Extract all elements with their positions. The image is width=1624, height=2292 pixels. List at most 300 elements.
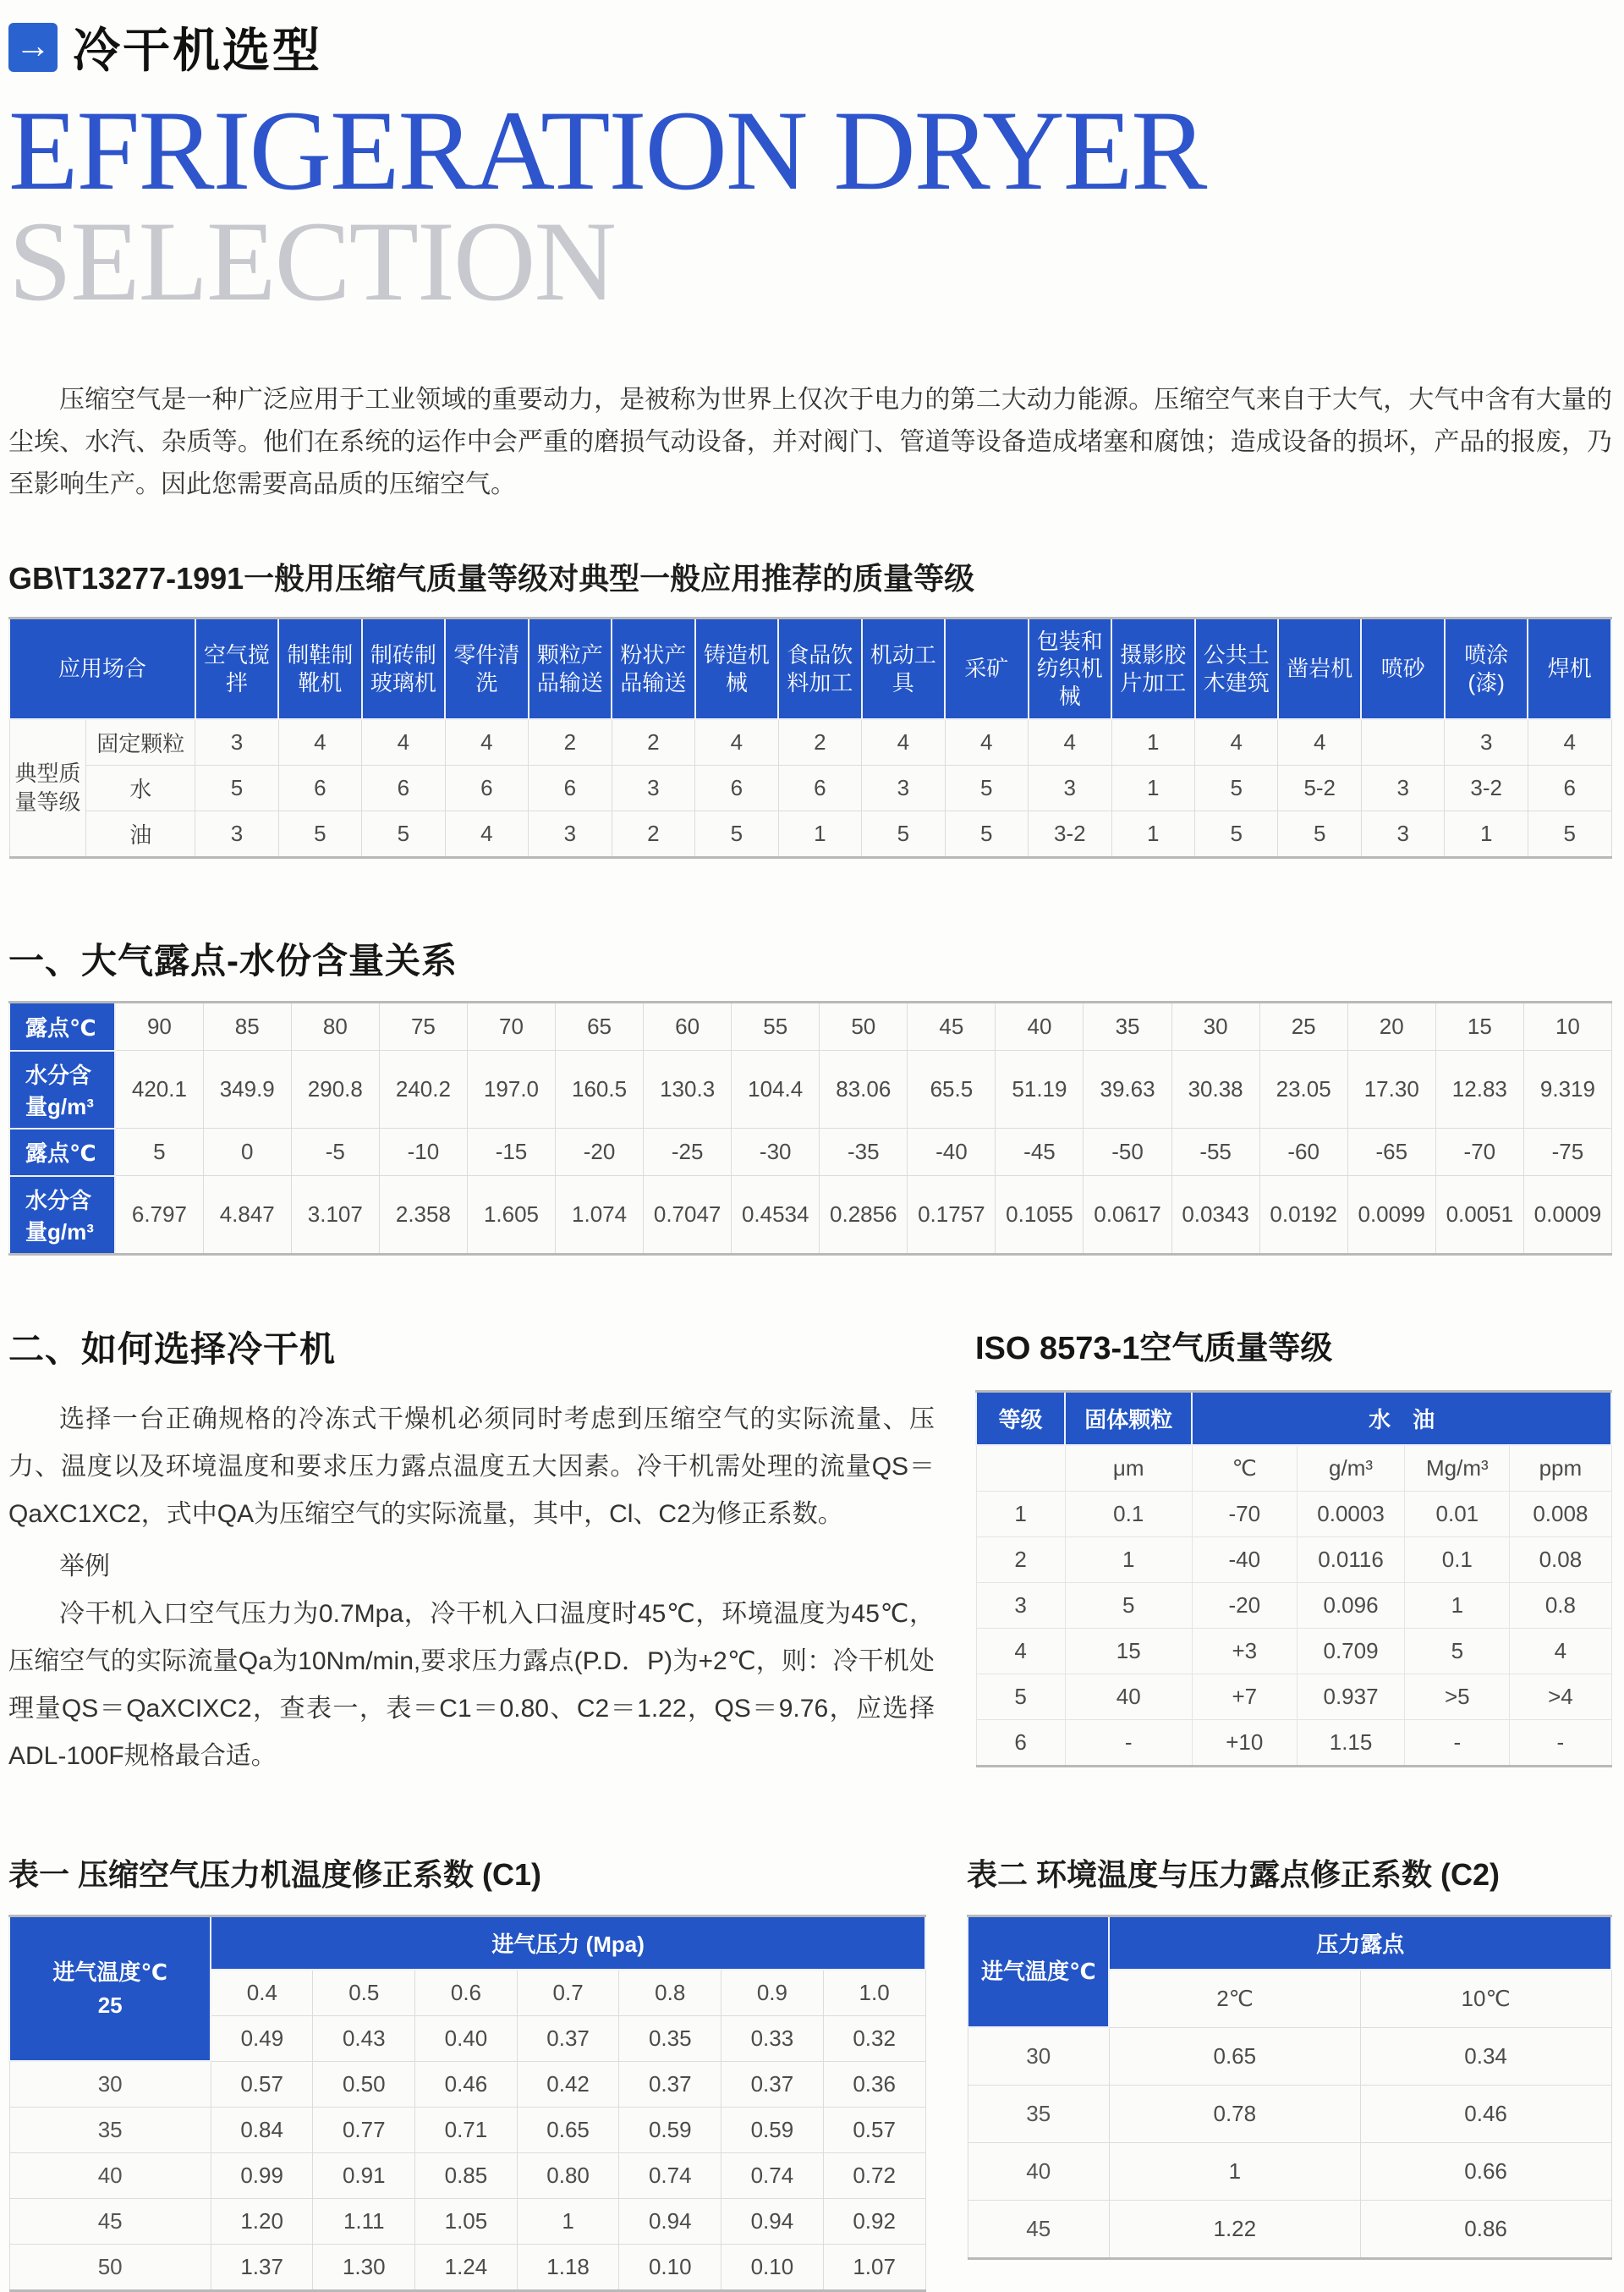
grade-cell: 4 [1278,719,1361,766]
pressure-cell: 0.6 [415,1970,518,2016]
table-row [968,2086,1611,2143]
value-cell: 3.107 [291,1176,379,1255]
value-cell: 45 [908,1003,996,1051]
row-label: 露点℃ [9,1129,115,1176]
factor-cell: 0.77 [313,2108,415,2153]
correction-tables-section [8,1851,1612,2292]
table-row [968,2201,1611,2259]
grade-cell: 6 [278,766,361,811]
value-cell: 6.797 [115,1176,203,1255]
factor-cell: 0.74 [721,2153,824,2199]
value-cell: -5 [291,1129,379,1176]
value-cell: 15 [1065,1628,1192,1674]
column-header-cell: 制鞋制靴机 [278,618,361,719]
value-cell: - [1405,1719,1510,1766]
value-cell: 10 [1523,1003,1611,1051]
value-cell: 2.358 [379,1176,467,1255]
gb-table-title: GB\T13277-1991一般用压缩气质量等级对典型一般应用推荐的质量等级 [8,560,975,596]
two-column-section [8,1322,1612,1780]
c1-correction-table [8,1915,926,2292]
value-cell: 0.0343 [1171,1176,1259,1255]
value-cell: 83.06 [820,1051,908,1129]
value-cell: 17.30 [1347,1051,1435,1129]
unit-cell: Mg/m³ [1405,1445,1510,1492]
inlet-pressure-header-cell: 进气压力 (Mpa) [211,1915,925,1970]
value-cell: 70 [467,1003,555,1051]
grade-header-cell: 等级 [976,1391,1065,1445]
factor-cell: 1 [517,2199,619,2245]
iso-quality-table [975,1390,1612,1767]
dew-point-cell: 2℃ [1109,1970,1360,2028]
grade-cell: 5 [862,811,945,858]
dew-point-cell: 10℃ [1360,1970,1611,2028]
value-cell: 4.847 [203,1176,291,1255]
value-cell: -15 [467,1129,555,1176]
grade-cell: 4 [695,719,778,766]
column-header-cell: 食品饮料加工 [778,618,861,719]
table-row [976,1582,1611,1628]
table-row [9,719,1611,766]
grade-cell: 6 [695,766,778,811]
value-cell: 85 [203,1003,291,1051]
factor-cell: 0.33 [721,2015,824,2061]
factor-cell: 0.65 [517,2108,619,2153]
column-header-cell: 喷砂 [1361,618,1444,719]
table-row [9,1051,1612,1129]
value-cell: +10 [1192,1719,1297,1766]
row-group-label: 典型质量等级 [9,719,86,858]
grade-cell: 4 [278,719,361,766]
pressure-cell: 0.8 [619,1970,721,2016]
grade-cell: 2 [612,811,694,858]
units-row [976,1445,1611,1492]
value-cell: 160.5 [556,1051,644,1129]
table-row [9,2199,925,2245]
value-cell: 0 [203,1129,291,1176]
factor-cell: 0.46 [1360,2086,1611,2143]
value-cell: 0.0051 [1435,1176,1523,1255]
factor-cell: 0.59 [619,2108,721,2153]
unit-cell [976,1445,1065,1492]
row-label: 露点℃ [9,1003,115,1051]
row-label: 水 [86,766,195,811]
unit-cell: ppm [1510,1445,1611,1492]
grade-cell: 4 [1195,719,1278,766]
value-cell: 50 [820,1003,908,1051]
factor-cell: 0.59 [721,2108,824,2153]
value-cell: 0.7047 [644,1176,732,1255]
unit-cell: g/m³ [1297,1445,1405,1492]
value-cell: 65 [556,1003,644,1051]
pressure-cell: 1.0 [823,1970,925,2016]
value-cell: 1 [976,1491,1065,1536]
value-cell: 240.2 [379,1051,467,1129]
grade-cell: 2 [778,719,861,766]
value-cell: 5 [1405,1628,1510,1674]
grade-cell: 5 [695,811,778,858]
c1-column [8,1851,926,2292]
factor-cell: 0.91 [313,2153,415,2199]
grade-cell: 4 [445,719,528,766]
unit-cell: μm [1065,1445,1192,1492]
grade-cell: 3 [529,811,612,858]
table-row [976,1674,1611,1719]
value-cell: 1.15 [1297,1719,1405,1766]
value-cell: -20 [556,1129,644,1176]
c1-table-title: 表一 压缩空气压力机温度修正系数 (C1) [8,1856,542,1892]
factor-cell: 0.66 [1360,2143,1611,2201]
grade-cell: 5 [195,766,278,811]
value-cell: 0.008 [1510,1491,1611,1536]
factor-cell: 0.37 [517,2015,619,2061]
value-cell: -50 [1084,1129,1171,1176]
column-header-cell: 采矿 [945,618,1028,719]
arrow-right-icon [8,23,58,72]
value-cell: 0.01 [1405,1491,1510,1536]
c2-table-title: 表二 环境温度与压力露点修正系数 (C2) [967,1856,1501,1892]
value-cell: 1.605 [467,1176,555,1255]
brand-row [8,14,1612,81]
grade-cell: 4 [862,719,945,766]
value-cell: 80 [291,1003,379,1051]
value-cell: 5 [976,1674,1065,1719]
column-header-cell: 公共土木建筑 [1195,618,1278,719]
value-cell: 3 [976,1582,1065,1628]
temp-label: 45 [9,2199,211,2245]
value-cell: 130.3 [644,1051,732,1129]
value-cell: -70 [1435,1129,1523,1176]
temp-label: 40 [968,2143,1109,2201]
value-cell: 9.319 [1523,1051,1611,1129]
grade-cell: 1 [1111,766,1194,811]
table-row [9,766,1611,811]
grade-cell: 5 [362,811,445,858]
row-label: 固定颗粒 [86,719,195,766]
grade-cell: 5 [1528,811,1611,858]
grade-cell: 4 [445,811,528,858]
factor-cell: 0.94 [619,2199,721,2245]
factor-cell: 0.99 [211,2153,313,2199]
value-cell: 6 [976,1719,1065,1766]
value-cell: >4 [1510,1674,1611,1719]
value-cell: 0.096 [1297,1582,1405,1628]
column-header-cell: 喷涂(漆) [1445,618,1528,719]
value-cell: -45 [996,1129,1084,1176]
factor-cell: 0.84 [211,2108,313,2153]
grade-cell: 5-2 [1278,766,1361,811]
value-cell: 0.8 [1510,1582,1611,1628]
factor-cell: 1.11 [313,2199,415,2245]
value-cell: 40 [1065,1674,1192,1719]
pressure-cell: 0.9 [721,1970,824,2016]
temp-label: 30 [9,2061,211,2108]
temp-label: 35 [9,2108,211,2153]
value-cell: -40 [1192,1536,1297,1582]
factor-cell: 0.37 [619,2061,721,2108]
corner-temp-value: 25 [97,1992,123,2018]
row-label: 水分含量g/m³ [9,1051,115,1129]
value-cell: 4 [976,1628,1065,1674]
value-cell: 30.38 [1171,1051,1259,1129]
value-cell: 0.0009 [1523,1176,1611,1255]
column-header-cell: 机动工具 [862,618,945,719]
value-cell: 0.937 [1297,1674,1405,1719]
factor-cell: 0.40 [415,2015,518,2061]
factor-cell: 0.86 [1360,2201,1611,2259]
factor-cell: 0.46 [415,2061,518,2108]
grade-cell: 3 [1445,719,1528,766]
value-cell: 0.0617 [1084,1176,1171,1255]
value-cell: 35 [1084,1003,1171,1051]
factor-cell: 0.71 [415,2108,518,2153]
iso-table-title: ISO 8573-1空气质量等级 [975,1330,1333,1366]
grade-cell: 3 [195,811,278,858]
value-cell: 0.2856 [820,1176,908,1255]
value-cell: 0.0116 [1297,1536,1405,1582]
factor-cell: 0.74 [619,2153,721,2199]
table-row [976,1491,1611,1536]
grade-cell: 5 [1195,766,1278,811]
table-row [976,1536,1611,1582]
table-row [968,2143,1611,2201]
arrow-glyph: → [15,25,51,65]
temp-label: 45 [968,2201,1109,2259]
value-cell: -55 [1171,1129,1259,1176]
grade-cell: 4 [1528,719,1611,766]
pressure-cell: 0.5 [313,1970,415,2016]
pressure-cell: 0.7 [517,1970,619,2016]
value-cell: 0.4534 [732,1176,820,1255]
value-cell: 5 [1065,1582,1192,1628]
value-cell: 90 [115,1003,203,1051]
table-header-row [9,1915,925,1970]
value-cell: 60 [644,1003,732,1051]
grade-cell: 3-2 [1029,811,1111,858]
value-cell: 2 [976,1536,1065,1582]
temp-label: 50 [9,2245,211,2291]
table-header-row [9,618,1611,719]
factor-cell: 0.57 [823,2108,925,2153]
factor-cell: 0.10 [721,2245,824,2291]
grade-cell: 3 [612,766,694,811]
value-cell: 290.8 [291,1051,379,1129]
value-cell: 30 [1171,1003,1259,1051]
value-cell: +7 [1192,1674,1297,1719]
grade-cell: 6 [778,766,861,811]
temp-label: 35 [968,2086,1109,2143]
value-cell: -40 [908,1129,996,1176]
value-cell: 25 [1259,1003,1347,1051]
grade-cell: 5 [945,811,1028,858]
value-cell: >5 [1405,1674,1510,1719]
selection-paragraph: 选择一台正确规格的冷冻式干燥机必须同时考虑到压缩空气的实际流量、压力、温度以及环境温度和要求压力露点温度五大因素。冷干机需处理的流量QS＝QaXC1XC2，式中QA为压缩空气的实际流量，其中，Cl、C2为修正系数。 [8,1404,935,1528]
iso-column [975,1322,1612,1780]
grade-cell: 6 [362,766,445,811]
gb-quality-table [8,617,1612,860]
factor-cell: 0.72 [823,2153,925,2199]
inlet-temp-corner-cell: 进气温度℃ [968,1915,1109,2027]
factor-cell: 0.80 [517,2153,619,2199]
factor-cell: 0.92 [823,2199,925,2245]
grade-cell: 2 [612,719,694,766]
factor-cell: 0.42 [517,2061,619,2108]
value-cell: 0.0099 [1347,1176,1435,1255]
grade-cell: 4 [1029,719,1111,766]
factor-cell: 0.35 [619,2015,721,2061]
value-cell: 0.1 [1065,1491,1192,1536]
value-cell: 51.19 [996,1051,1084,1129]
value-cell: 20 [1347,1003,1435,1051]
grade-cell: 3 [1029,766,1111,811]
table-row [9,2061,925,2108]
factor-cell: 1.20 [211,2199,313,2245]
page-title-cn: 冷干机选型 [73,24,322,77]
factor-cell: 0.32 [823,2015,925,2061]
value-cell: 39.63 [1084,1051,1171,1129]
value-cell: -25 [644,1129,732,1176]
page-header [8,14,1612,325]
corner-label: 进气温度℃ [52,1959,167,1985]
grade-cell: 6 [529,766,612,811]
value-cell: 197.0 [467,1051,555,1129]
value-cell: 349.9 [203,1051,291,1129]
row-label: 油 [86,811,195,858]
factor-cell: 1.07 [823,2245,925,2291]
column-header-cell: 空气搅拌 [195,618,278,719]
factor-cell: 1.37 [211,2245,313,2291]
c2-column [967,1851,1612,2261]
value-cell: 75 [379,1003,467,1051]
factor-cell: 0.43 [313,2015,415,2061]
intro-paragraph: 压缩空气是一种广泛应用于工业领域的重要动力，是被称为世界上仅次于电力的第二大动力能源。压缩空气来自于大气，大气中含有大量的尘埃、水汽、杂质等。他们在系统的运作中会严重的磨损气动设备，并对阀门、管道等设备造成堵塞和腐蚀；造成设备的损坏，产品的报废，乃至影响生产。因此您需要高品质的压缩空气。 [8,385,1612,498]
grade-cell: 4 [362,719,445,766]
factor-cell: 1.18 [517,2245,619,2291]
value-cell: 0.1055 [996,1176,1084,1255]
grade-cell: 6 [445,766,528,811]
grade-cell: 5 [945,766,1028,811]
water-oil-header-cell: 水 油 [1192,1391,1611,1445]
grade-cell: 3 [1361,766,1444,811]
value-cell: 0.709 [1297,1628,1405,1674]
value-cell: -75 [1523,1129,1611,1176]
value-cell: 4 [1510,1628,1611,1674]
column-header-cell: 包装和纺织机械 [1029,618,1111,719]
factor-cell: 0.49 [211,2015,313,2061]
value-cell: 1 [1065,1536,1192,1582]
value-cell: 0.1 [1405,1536,1510,1582]
value-cell: 0.1757 [908,1176,996,1255]
value-cell: -60 [1259,1129,1347,1176]
value-cell: - [1510,1719,1611,1766]
table-row [9,2153,925,2199]
value-cell: 420.1 [115,1051,203,1129]
grade-cell: 1 [1445,811,1528,858]
column-header-cell: 粉状产品输送 [612,618,694,719]
table-row [9,1003,1612,1051]
temp-label: 30 [968,2027,1109,2086]
value-cell: 40 [996,1003,1084,1051]
factor-cell: 0.85 [415,2153,518,2199]
value-cell: 65.5 [908,1051,996,1129]
pressure-dew-header-cell: 压力露点 [1109,1915,1611,1970]
value-cell: -65 [1347,1129,1435,1176]
column-header-cell: 摄影胶片加工 [1111,618,1194,719]
value-cell: 1 [1405,1582,1510,1628]
value-cell: 1.074 [556,1176,644,1255]
factor-cell: 0.57 [211,2061,313,2108]
factor-cell: 1.24 [415,2245,518,2291]
value-cell: 0.0003 [1297,1491,1405,1536]
example-paragraph: 冷干机入口空气压力为0.7Mpa，冷干机入口温度时45℃，环境温度为45℃，压缩空气的实际流量Qa为10Nm/min,要求压力露点(P.D．P)为+2℃，则：冷干机处理量QS＝QaXCIXC2，查表一，表＝C1＝0.80、C2＝1.22，QS＝9.76，应选择ADL-100F规格最合适。 [8,1599,935,1770]
value-cell: -20 [1192,1582,1297,1628]
factor-cell: 0.94 [721,2199,824,2245]
pressure-cell: 0.4 [211,1970,313,2016]
value-cell: 12.83 [1435,1051,1523,1129]
value-cell: 15 [1435,1003,1523,1051]
column-header-cell: 凿岩机 [1278,618,1361,719]
value-cell: 0.08 [1510,1536,1611,1582]
column-header-cell: 铸造机械 [695,618,778,719]
selection-guide-column [8,1322,935,1780]
application-header-cell: 应用场合 [9,618,195,719]
factor-cell: 0.10 [619,2245,721,2291]
example-label: 举例 [59,1552,110,1580]
table-row [968,2027,1611,2086]
section2-title: 二、如何选择冷干机 [8,1328,337,1369]
c2-correction-table [967,1915,1612,2261]
page-title-en: EFRIGERATION DRYER [8,88,1206,214]
value-cell: - [1065,1719,1192,1766]
table-row [9,1176,1612,1255]
table-row [9,1129,1612,1176]
grade-cell: 6 [1528,766,1611,811]
table-row [9,2108,925,2153]
unit-cell: ℃ [1192,1445,1297,1492]
value-cell: -70 [1192,1491,1297,1536]
grade-cell: 5 [278,811,361,858]
grade-cell: 1 [1111,719,1194,766]
factor-cell: 1.22 [1109,2201,1360,2259]
value-cell: 5 [115,1129,203,1176]
column-header-cell: 零件清洗 [445,618,528,719]
temp-label: 40 [9,2153,211,2199]
grade-cell: 3 [195,719,278,766]
factor-cell: 0.50 [313,2061,415,2108]
factor-cell: 0.36 [823,2061,925,2108]
factor-cell: 1 [1109,2143,1360,2201]
grade-cell [1361,719,1444,766]
dew-point-table [8,1001,1612,1256]
value-cell: 23.05 [1259,1051,1347,1129]
value-cell: -35 [820,1129,908,1176]
table-header-row [968,1915,1611,1970]
grade-cell: 5 [1278,811,1361,858]
row-label: 水分含量g/m³ [9,1176,115,1255]
grade-cell: 5 [1195,811,1278,858]
value-cell: 55 [732,1003,820,1051]
table-row [976,1628,1611,1674]
table-row [976,1719,1611,1766]
factor-cell: 0.65 [1109,2027,1360,2086]
column-header-cell: 制砖制玻璃机 [362,618,445,719]
grade-cell: 4 [945,719,1028,766]
grade-cell: 3 [1361,811,1444,858]
page-subtitle-en: SELECTION [8,198,615,325]
grade-cell: 1 [1111,811,1194,858]
grade-cell: 2 [529,719,612,766]
factor-cell: 0.78 [1109,2086,1360,2143]
solid-particle-header-cell: 固体颗粒 [1065,1391,1192,1445]
